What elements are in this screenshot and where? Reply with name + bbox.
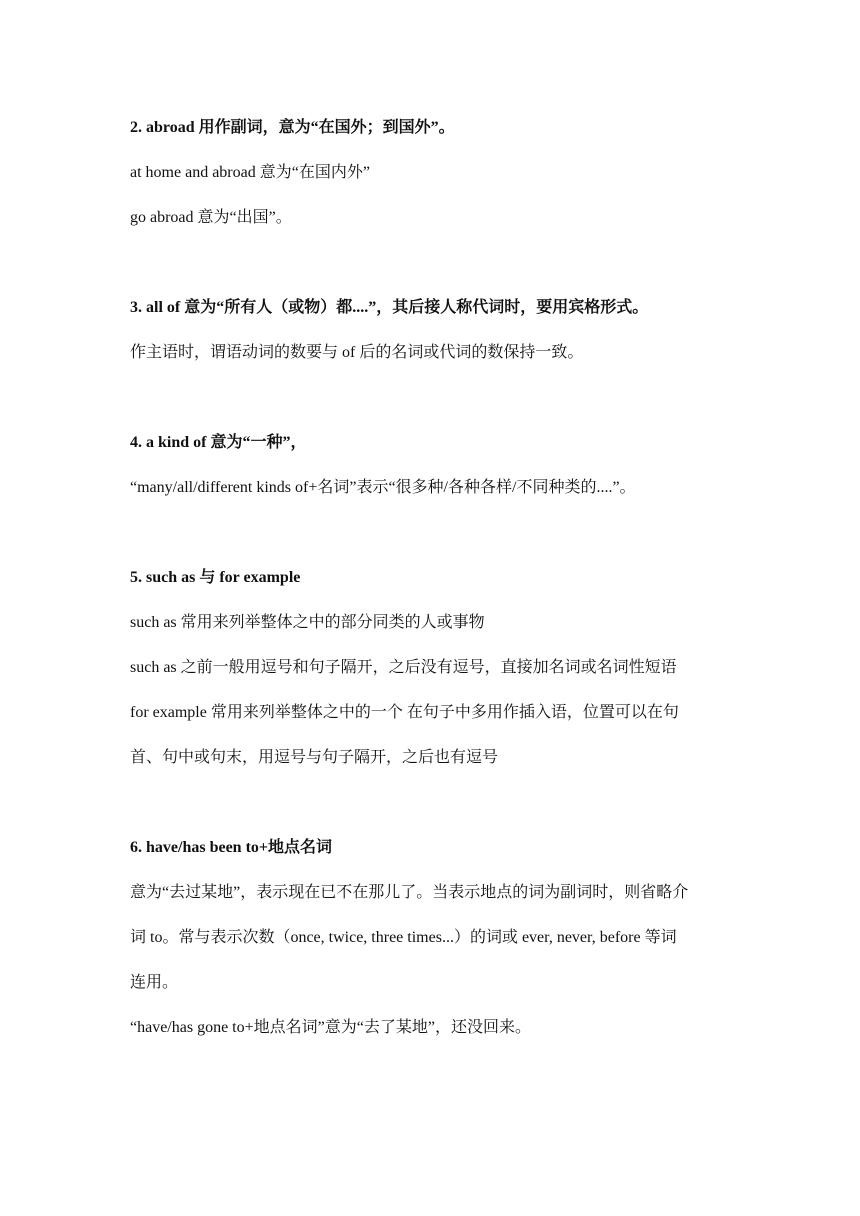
section-4-heading: 4. a kind of 意为“一种”， — [130, 434, 307, 451]
section-2-line-1: at home and abroad 意为“在国内外” — [130, 164, 370, 181]
section-3-line-1: 作主语时，谓语动词的数要与 of 后的名词或代词的数保持一致。 — [130, 344, 584, 361]
section-2-line-2: go abroad 意为“出国”。 — [130, 209, 292, 226]
section-5-line-2: such as 之前一般用逗号和句子隔开，之后没有逗号，直接加名词或名词性短语 — [130, 659, 677, 676]
section-6-heading: 6. have/has been to+地点名词 — [130, 839, 333, 856]
section-6-line-1: 意为“去过某地”，表示现在已不在那儿了。当表示地点的词为副词时，则省略介 — [130, 884, 689, 901]
section-2-heading: 2. abroad 用作副词，意为“在国外；到国外”。 — [130, 119, 455, 136]
section-5-line-4: 首、句中或句末，用逗号与句子隔开，之后也有逗号 — [130, 749, 499, 766]
section-6-line-2: 词 to。常与表示次数（once, twice, three times...）的词或 ever, never, before 等词 — [130, 929, 677, 946]
section-5-line-1: such as 常用来列举整体之中的部分同类的人或事物 — [130, 614, 485, 631]
section-4-line-1: “many/all/different kinds of+名词”表示“很多种/各种各样/不同种类的....”。 — [130, 479, 636, 496]
section-6-line-3: 连用。 — [130, 974, 179, 991]
section-5-heading: 5. such as 与 for example — [130, 569, 301, 586]
section-3-heading: 3. all of 意为“所有人（或物）都....”，其后接人称代词时，要用宾格形式。 — [130, 299, 649, 316]
section-6-line-4: “have/has gone to+地点名词”意为“去了某地”，还没回来。 — [130, 1019, 531, 1036]
section-5-line-3: for example 常用来列举整体之中的一个 在句子中多用作插入语，位置可以在句 — [130, 704, 679, 721]
